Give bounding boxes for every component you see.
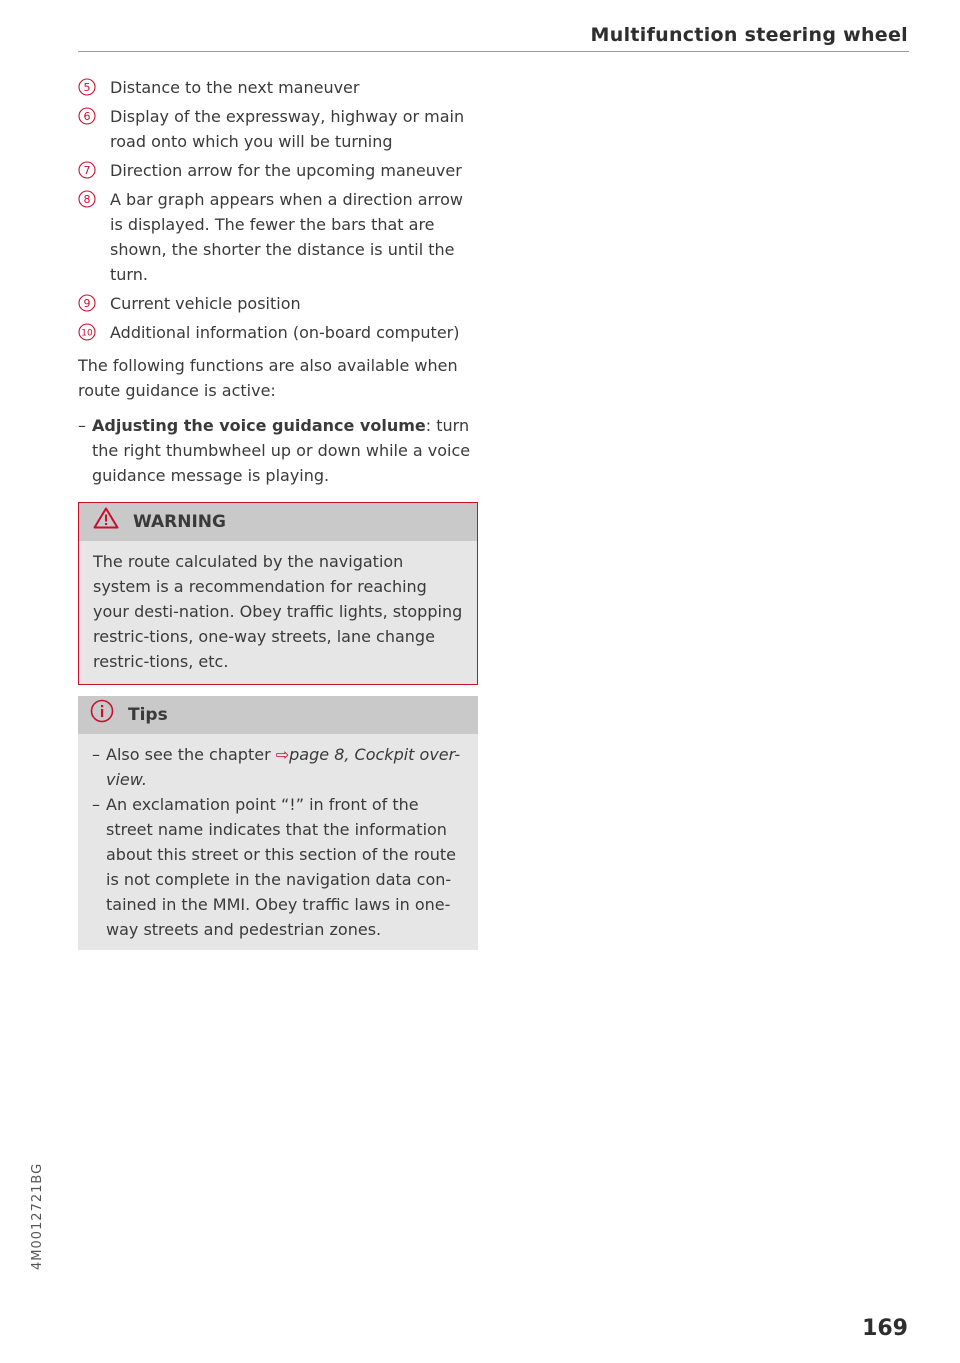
page-number: 169 <box>862 1316 908 1341</box>
legend-item <box>78 291 478 316</box>
legend-text: Display of the expressway, highway or main road onto which you will be turning <box>110 107 465 151</box>
function-item-text <box>92 413 478 488</box>
circled-number-icon <box>78 323 100 341</box>
legend-item <box>78 75 478 100</box>
warning-triangle-icon <box>93 507 133 537</box>
tips-item-text <box>106 742 464 792</box>
tips-list-item <box>92 792 464 942</box>
info-icon <box>90 699 128 731</box>
legend-item <box>78 187 478 287</box>
page-header-title: Multifunction steering wheel <box>590 24 908 46</box>
arrow-right-icon: ⇨ <box>275 745 290 764</box>
tips-box <box>78 696 478 950</box>
circled-number-icon <box>78 107 100 125</box>
legend-text: Additional information (on-board computer) <box>110 323 460 342</box>
legend-text: Current vehicle position <box>110 294 301 313</box>
list-dash: – <box>92 795 100 814</box>
tips-title: Tips <box>128 704 168 725</box>
svg-text:8: 8 <box>83 193 91 206</box>
circled-number-icon <box>78 190 100 208</box>
svg-text:6: 6 <box>83 110 91 123</box>
legend-text: Distance to the next maneuver <box>110 78 360 97</box>
document-code: 4M0012721BG <box>30 1162 45 1270</box>
function-list-item <box>78 413 478 488</box>
list-dash: – <box>78 416 86 435</box>
legend-text: Direction arrow for the upcoming maneuver <box>110 161 462 180</box>
tips-item-prefix: Also see the chapter <box>106 745 276 764</box>
legend-item <box>78 320 478 345</box>
warning-text: The route calculated by the navigation system is a recommendation for reaching your desti-nation. Obey traffic lights, stopping restric-tions, one-way streets, lane change restric-tions, etc. <box>93 552 463 671</box>
tips-item-text: An exclamation point “!” in front of the street name indicates that the information about this street or this section of the route is not complete in the navigation data con-tained in the MMI. Obey traffic laws in one-way streets and pedestrian zones. <box>106 795 456 939</box>
legend-list <box>78 75 478 345</box>
warning-header <box>79 503 477 541</box>
tips-body <box>78 734 478 950</box>
legend-item <box>78 104 478 154</box>
legend-item <box>78 158 478 183</box>
legend-text: A bar graph appears when a direction arrow is displayed. The fewer the bars that are shown, the shorter the distance is until the turn. <box>110 190 463 284</box>
main-column <box>78 75 478 950</box>
circled-number-icon <box>78 78 100 96</box>
header-divider <box>78 51 909 52</box>
svg-text:10: 10 <box>81 328 93 339</box>
warning-box <box>78 502 478 685</box>
function-item-title: Adjusting the voice guidance volume <box>92 416 426 435</box>
circled-number-icon <box>78 161 100 179</box>
page-reference-link[interactable]: page 8, Cockpit over-view. <box>106 745 461 789</box>
intro-paragraph: The following functions are also available when route guidance is active: <box>78 356 458 400</box>
svg-text:9: 9 <box>83 297 91 310</box>
warning-title: WARNING <box>133 511 226 532</box>
function-item-description: : turn the right thumbwheel up or down while a voice guidance message is playing. <box>92 416 471 485</box>
tips-header <box>78 696 478 734</box>
circled-number-icon <box>78 294 100 312</box>
svg-text:7: 7 <box>83 164 91 177</box>
svg-text:5: 5 <box>83 81 91 94</box>
tips-list-item <box>92 742 464 792</box>
list-dash: – <box>92 745 100 764</box>
